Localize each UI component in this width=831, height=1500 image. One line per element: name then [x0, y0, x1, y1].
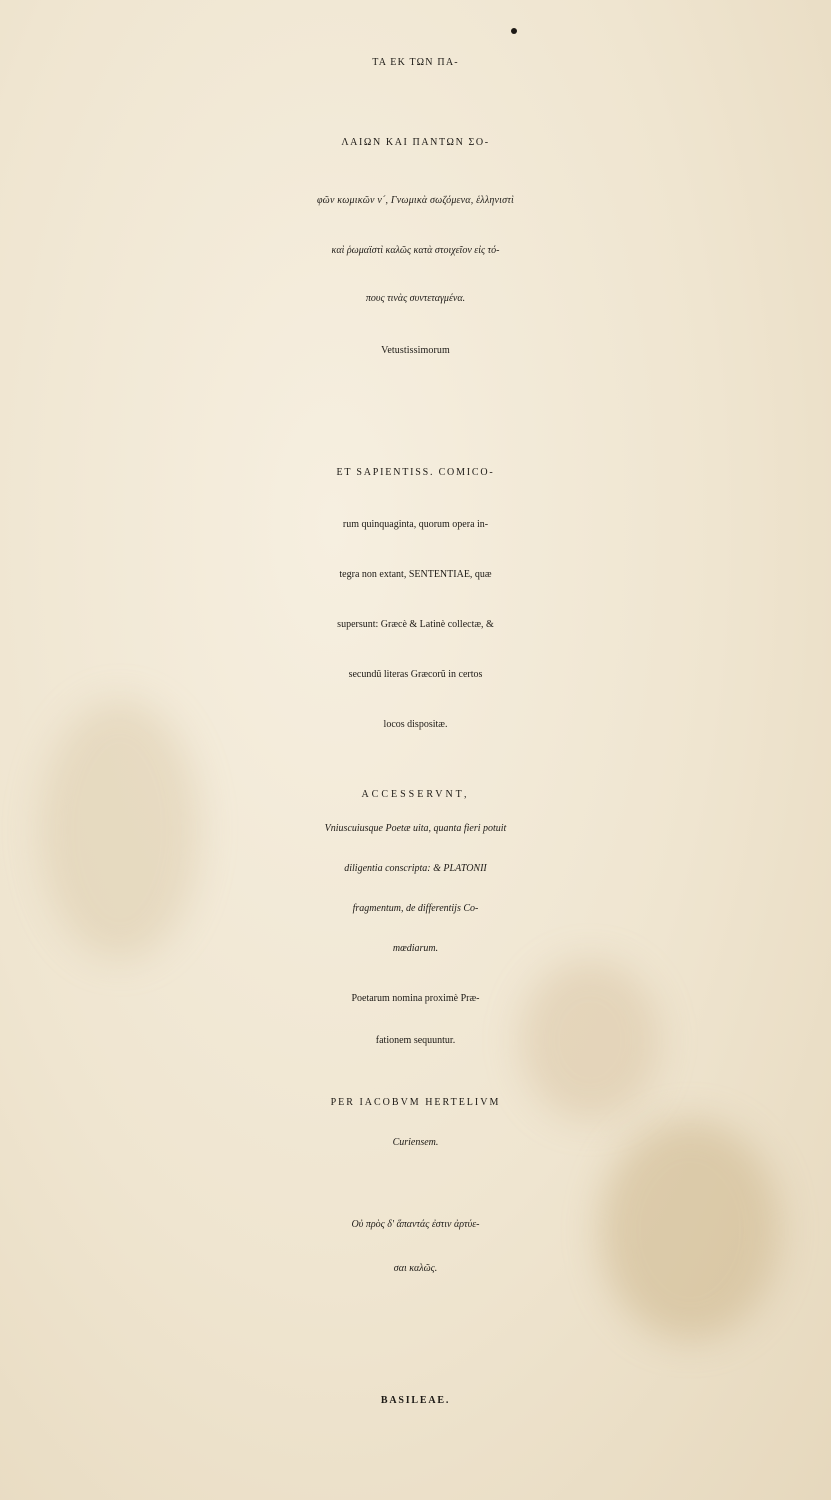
accesserunt-line-3: fragmentum, de differentijs Co-: [352, 903, 479, 914]
ornament-dot: [511, 28, 517, 34]
latin-body-line-1: ET SAPIENTISS. COMICO-: [336, 467, 495, 478]
latin-body-line-6: locos dispositæ.: [383, 719, 448, 730]
latin-body-line-5: secundũ literas Græcorũ in certos: [348, 669, 483, 680]
motto-line-2: σαι καλῶς.: [393, 1263, 438, 1274]
accesserunt-line-4: mœdiarum.: [392, 943, 439, 954]
poetarum-line-1: Poetarum nomina proximè Præ-: [351, 993, 480, 1004]
latin-body-line-3: tegra non extant, SENTENTIAE, quæ: [339, 569, 492, 580]
poetarum-line-2: fationem sequuntur.: [375, 1035, 456, 1046]
accesserunt-line-2: diligentia conscripta: & PLATONII: [344, 863, 487, 874]
greek-heading-line-1: ΤΑ ΕΚ ΤΩΝ ΠΑ-: [372, 57, 459, 68]
motto-line-1: Οὐ πρὸς δ' ἅπαντάς ἐστιν ἀρτύε-: [351, 1219, 480, 1230]
author-line: PER IACOBVM HERTELIVM: [330, 1097, 501, 1108]
imprint: BASILEAE.: [380, 1395, 451, 1406]
latin-title: Vetustissimorum: [381, 345, 450, 356]
greek-heading-line-4: καὶ ῥωμαϊστὶ καλῶς κατὰ στοιχεῖον εἰς τό-: [331, 245, 500, 256]
accesserunt-heading: ACCESSERVNT,: [361, 789, 470, 800]
author-place: Curiensem.: [392, 1137, 439, 1148]
greek-heading-line-5: πους τινὰς συντεταγμένα.: [365, 293, 466, 304]
greek-heading-line-3: φῶν κωμικῶν ν´, Γνωμικὰ σωζόμενα, ἑλληνιστὶ: [316, 195, 515, 206]
latin-body-line-2: rum quinquaginta, quorum opera in-: [342, 519, 489, 530]
latin-body-line-4: supersunt: Græcè & Latinè collectæ, &: [337, 619, 494, 630]
greek-heading-line-2: ΛΑΙΩΝ ΚΑΙ ΠΑΝΤΩΝ ΣΟ-: [341, 137, 490, 148]
accesserunt-line-1: Vniuscuiusque Poetæ uita, quanta fieri potuit: [324, 823, 507, 834]
